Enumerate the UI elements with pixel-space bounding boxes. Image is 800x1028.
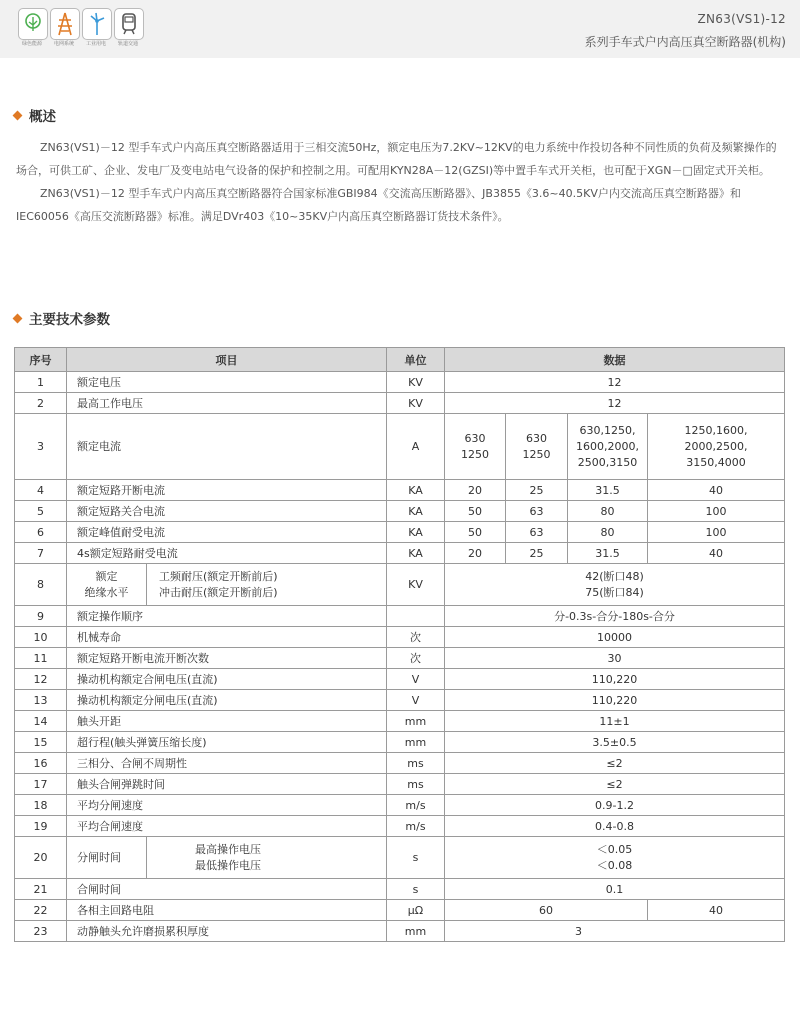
row-no: 1 bbox=[15, 372, 67, 393]
row-no: 18 bbox=[15, 795, 67, 816]
value-line: 42(断口48) bbox=[585, 569, 644, 583]
row-unit: KA bbox=[387, 522, 445, 543]
row-value: 3 bbox=[445, 921, 785, 942]
row-no: 6 bbox=[15, 522, 67, 543]
row-item: 分闸时间 bbox=[67, 837, 147, 879]
row-item: 额定短路开断电流 bbox=[67, 480, 387, 501]
row-item: 平均合闸速度 bbox=[67, 816, 387, 837]
row-no: 3 bbox=[15, 414, 67, 480]
table-row bbox=[15, 564, 785, 606]
row-unit: s bbox=[387, 837, 445, 879]
value-line: 75(断口84) bbox=[585, 585, 644, 599]
row-item: 额定电压 bbox=[67, 372, 387, 393]
table-row bbox=[15, 774, 785, 795]
row-item-group bbox=[67, 564, 147, 606]
diamond-bullet-icon bbox=[13, 314, 23, 324]
industrial-power-label: 工业用电 bbox=[85, 41, 106, 47]
row-item: 4s额定短路耐受电流 bbox=[67, 543, 387, 564]
row-item: 合闸时间 bbox=[67, 879, 387, 900]
row-item: 触头合闸弹跳时间 bbox=[67, 774, 387, 795]
row-values bbox=[445, 564, 785, 606]
row-value: 80 bbox=[568, 501, 648, 522]
row-value: ≤2 bbox=[445, 753, 785, 774]
item-line: 绝缘水平 bbox=[84, 585, 129, 599]
table-row bbox=[15, 372, 785, 393]
params-heading bbox=[14, 308, 110, 328]
row-unit: ms bbox=[387, 774, 445, 795]
table-row bbox=[15, 879, 785, 900]
row-no: 15 bbox=[15, 732, 67, 753]
rail-transit-icon bbox=[114, 8, 144, 40]
row-value: 25 bbox=[506, 480, 568, 501]
row-value: ≤2 bbox=[445, 774, 785, 795]
row-no: 19 bbox=[15, 816, 67, 837]
row-value: 100 bbox=[648, 501, 785, 522]
row-item: 额定电流 bbox=[67, 414, 387, 480]
table-row bbox=[15, 816, 785, 837]
table-row bbox=[15, 711, 785, 732]
row-no: 8 bbox=[15, 564, 67, 606]
table-row bbox=[15, 414, 785, 480]
table-row bbox=[15, 627, 785, 648]
row-unit bbox=[387, 606, 445, 627]
overview-paragraph-1: ZN63(VS1)－12 型手车式户内高压真空断路器适用于三相交流50Hz，额定电压为7.2KV~12KV的电力系统中作投切各种不同性质的负荷及频繁操作的场合，可供工矿、企业、发电厂及变电站电气设备的保护和控制之用。可配用KYN28A－12(GZSI)等中置手车式开关柜，也可配于XGN－□固定式开关柜。 bbox=[16, 141, 777, 177]
overview-heading bbox=[14, 105, 56, 125]
table-row bbox=[15, 753, 785, 774]
params-title: 主要技术参数 bbox=[29, 312, 110, 328]
value-line: 2000,2500, bbox=[684, 439, 748, 453]
industrial-power-icon bbox=[82, 8, 112, 40]
row-value: 50 bbox=[445, 522, 506, 543]
table-row bbox=[15, 837, 785, 879]
row-item: 触头开距 bbox=[67, 711, 387, 732]
value-line: 630 bbox=[526, 431, 547, 445]
row-unit: A bbox=[387, 414, 445, 480]
value-line: ＜0.08 bbox=[596, 858, 633, 872]
product-model: ZN63(VS1)-12 bbox=[697, 12, 786, 26]
table-row bbox=[15, 393, 785, 414]
row-unit: KA bbox=[387, 501, 445, 522]
row-no: 10 bbox=[15, 627, 67, 648]
row-no: 7 bbox=[15, 543, 67, 564]
row-value: 40 bbox=[648, 900, 785, 921]
value-line: ＜0.05 bbox=[596, 842, 633, 856]
row-value: 31.5 bbox=[568, 543, 648, 564]
table-row bbox=[15, 732, 785, 753]
row-unit: m/s bbox=[387, 795, 445, 816]
row-no: 11 bbox=[15, 648, 67, 669]
row-value: 30 bbox=[445, 648, 785, 669]
row-unit: 次 bbox=[387, 627, 445, 648]
header-item: 项目 bbox=[67, 348, 387, 372]
row-unit: KV bbox=[387, 393, 445, 414]
overview-text bbox=[16, 136, 786, 228]
row-value: 20 bbox=[445, 543, 506, 564]
row-item: 额定短路关合电流 bbox=[67, 501, 387, 522]
value-line: 630,1250, bbox=[579, 423, 636, 437]
row-unit: ms bbox=[387, 753, 445, 774]
row-unit: s bbox=[387, 879, 445, 900]
row-no: 4 bbox=[15, 480, 67, 501]
row-value-630b bbox=[506, 414, 568, 480]
row-value: 31.5 bbox=[568, 480, 648, 501]
table-row bbox=[15, 669, 785, 690]
row-no: 22 bbox=[15, 900, 67, 921]
row-value: 12 bbox=[445, 372, 785, 393]
row-value: 80 bbox=[568, 522, 648, 543]
green-energy-label: 绿色能源 bbox=[21, 41, 42, 47]
row-value: 63 bbox=[506, 522, 568, 543]
table-row bbox=[15, 522, 785, 543]
overview-paragraph-2: ZN63(VS1)－12 型手车式户内高压真空断路器符合国家标准GBI984《交流高压断路器》、JB3855《3.6~40.5KV户内交流高压真空断路器》和IEC60056《高压交流断路器》标准。满足DVr403《10~35KV户内高压真空断路器订货技术条件》。 bbox=[16, 187, 741, 223]
table-row bbox=[15, 900, 785, 921]
value-line: 630 bbox=[464, 431, 486, 445]
row-item: 各相主回路电阻 bbox=[67, 900, 387, 921]
table-row bbox=[15, 543, 785, 564]
value-line: 2500,3150 bbox=[577, 455, 638, 469]
row-unit: mm bbox=[387, 711, 445, 732]
row-unit: V bbox=[387, 669, 445, 690]
row-value: 40 bbox=[648, 543, 785, 564]
row-item: 动静触头允许磨损累积厚度 bbox=[67, 921, 387, 942]
row-no: 12 bbox=[15, 669, 67, 690]
header-no: 序号 bbox=[15, 348, 67, 372]
value-line: 1250,1600, bbox=[684, 423, 748, 437]
row-value: 0.4-0.8 bbox=[445, 816, 785, 837]
row-item: 额定峰值耐受电流 bbox=[67, 522, 387, 543]
row-unit: V bbox=[387, 690, 445, 711]
value-line: 1250 bbox=[461, 447, 489, 461]
row-unit: mm bbox=[387, 921, 445, 942]
table-row bbox=[15, 690, 785, 711]
diamond-bullet-icon bbox=[13, 111, 23, 121]
row-item: 机械寿命 bbox=[67, 627, 387, 648]
power-grid-icon bbox=[50, 8, 80, 40]
row-unit: μΩ bbox=[387, 900, 445, 921]
table-row bbox=[15, 606, 785, 627]
row-item: 额定短路开断电流开断次数 bbox=[67, 648, 387, 669]
row-item: 平均分闸速度 bbox=[67, 795, 387, 816]
row-value: 12 bbox=[445, 393, 785, 414]
value-line: 1250 bbox=[522, 447, 551, 461]
row-no: 2 bbox=[15, 393, 67, 414]
row-value: 0.9-1.2 bbox=[445, 795, 785, 816]
row-unit: KA bbox=[387, 480, 445, 501]
subitem-line: 最低操作电压 bbox=[195, 858, 261, 872]
row-value: 40 bbox=[648, 480, 785, 501]
green-energy-icon bbox=[18, 8, 48, 40]
row-value-40 bbox=[648, 414, 785, 480]
row-value: 110,220 bbox=[445, 669, 785, 690]
table-row bbox=[15, 921, 785, 942]
row-value: 63 bbox=[506, 501, 568, 522]
row-value: 60 bbox=[445, 900, 648, 921]
row-no: 9 bbox=[15, 606, 67, 627]
row-value: 10000 bbox=[445, 627, 785, 648]
row-no: 5 bbox=[15, 501, 67, 522]
power-grid-label: 电网系统 bbox=[53, 41, 74, 47]
page-header bbox=[0, 0, 800, 58]
subitem-line: 最高操作电压 bbox=[195, 842, 261, 856]
row-unit: m/s bbox=[387, 816, 445, 837]
overview-title: 概述 bbox=[29, 109, 56, 125]
header-unit: 单位 bbox=[387, 348, 445, 372]
row-value: 110,220 bbox=[445, 690, 785, 711]
row-value-630 bbox=[445, 414, 506, 480]
item-line: 额定 bbox=[95, 569, 118, 583]
row-value: 0.1 bbox=[445, 879, 785, 900]
table-row bbox=[15, 795, 785, 816]
row-subitems bbox=[147, 837, 387, 879]
row-no: 17 bbox=[15, 774, 67, 795]
row-value: 50 bbox=[445, 501, 506, 522]
rail-transit-label: 轨道交通 bbox=[117, 41, 138, 47]
row-no: 21 bbox=[15, 879, 67, 900]
subitem-line: 冲击耐压(额定开断前后) bbox=[159, 585, 278, 599]
row-no: 23 bbox=[15, 921, 67, 942]
table-row bbox=[15, 480, 785, 501]
row-no: 20 bbox=[15, 837, 67, 879]
table-header-row bbox=[15, 348, 785, 372]
row-no: 14 bbox=[15, 711, 67, 732]
row-item: 三相分、合闸不周期性 bbox=[67, 753, 387, 774]
row-unit: KV bbox=[387, 372, 445, 393]
row-item: 最高工作电压 bbox=[67, 393, 387, 414]
row-unit: mm bbox=[387, 732, 445, 753]
subitem-line: 工频耐压(额定开断前后) bbox=[159, 569, 278, 583]
row-value: 20 bbox=[445, 480, 506, 501]
row-value: 分-0.3s-合分-180s-合分 bbox=[445, 606, 785, 627]
row-value: 100 bbox=[648, 522, 785, 543]
value-line: 1600,2000, bbox=[576, 439, 639, 453]
row-unit: 次 bbox=[387, 648, 445, 669]
table-row bbox=[15, 501, 785, 522]
table-row bbox=[15, 648, 785, 669]
row-value: 11±1 bbox=[445, 711, 785, 732]
row-unit: KA bbox=[387, 543, 445, 564]
row-unit: KV bbox=[387, 564, 445, 606]
row-item: 操动机构额定分闸电压(直流) bbox=[67, 690, 387, 711]
row-value: 3.5±0.5 bbox=[445, 732, 785, 753]
row-item: 超行程(触头弹簧压缩长度) bbox=[67, 732, 387, 753]
header-data: 数据 bbox=[445, 348, 785, 372]
row-no: 16 bbox=[15, 753, 67, 774]
row-subitems bbox=[147, 564, 387, 606]
row-values bbox=[445, 837, 785, 879]
row-item: 额定操作顺序 bbox=[67, 606, 387, 627]
spec-table bbox=[14, 347, 785, 942]
row-value: 25 bbox=[506, 543, 568, 564]
row-no: 13 bbox=[15, 690, 67, 711]
row-value-315 bbox=[568, 414, 648, 480]
product-subtitle: 系列手车式户内高压真空断路器(机构) bbox=[584, 35, 786, 49]
value-line: 3150,4000 bbox=[686, 455, 746, 469]
row-item: 操动机构额定合闸电压(直流) bbox=[67, 669, 387, 690]
